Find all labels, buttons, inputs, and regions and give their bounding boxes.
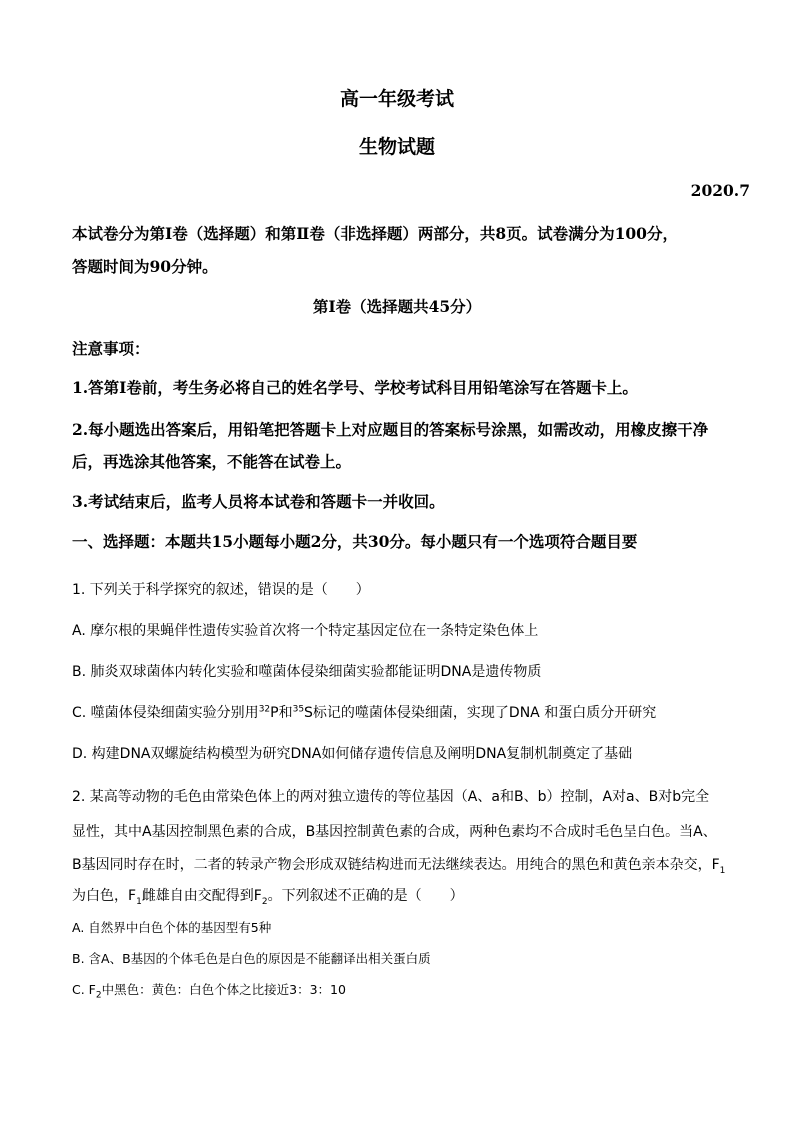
subject-title: 生物试题 <box>358 136 435 158</box>
notice-1: 1.答第Ⅰ卷前，考生务必将自己的姓名学号、学校考试科目用铅笔涂写在答题卡上。 <box>72 378 638 397</box>
question-2-option-a: A. 自然界中白色个体的基因型有5种 <box>72 920 272 935</box>
question-2-line-2: 显性，其中A基因控制黑色素的合成，B基因控制黄色素的合成，两种色素均不合成时毛色呈白色。当A、 <box>72 824 717 840</box>
question-2-line-3: B基因同时存在时，二者的转录产物会形成双链结构进而无法继续表达。用纯合的黑色和黄色亲本杂交，$F_1$ <box>72 857 726 876</box>
intro-line-2: 答题时间为90分钟。 <box>72 257 218 276</box>
question-1-option-a: A. 摩尔根的果蝇伴性遗传实验首次将一个特定基因定位在一条特定染色体上 <box>72 623 539 639</box>
notice-2-line-1: 2.每小题选出答案后，用铅笔把答题卡上对应题目的答案标号涂黑，如需改动，用橡皮擦干净 <box>72 420 709 439</box>
question-1-option-d: D. 构建DNA双螺旋结构模型为研究DNA如何储存遗传信息及阐明DNA复制机制奠定了基础 <box>72 746 633 762</box>
part-one-heading: 一、选择题：本题共15小题每小题2分，共30分。每小题只有一个选项符合题目要 <box>72 532 638 551</box>
section-heading: 第Ⅰ卷（选择题共45分） <box>312 297 482 316</box>
question-1-option-b: B. 肺炎双球菌体内转化实验和噬菌体侵染细菌实验都能证明DNA是遗传物质 <box>72 664 542 680</box>
question-1-option-c: C. 噬菌体侵染细菌实验分别用$^{32}$P和$^{35}$S标记的噬菌体侵染细菌，实现了DNA 和蛋白质分开研究 <box>72 704 657 721</box>
notice-title: 注意事项： <box>72 339 150 358</box>
notice-2-line-2: 后，再选涂其他答案，不能答在试卷上。 <box>72 452 352 471</box>
exam-date: 2020.7 <box>690 181 750 200</box>
question-1-stem: 1. 下列关于科学探究的叙述，错误的是（ ） <box>72 582 370 598</box>
question-2-line-1: 2. 某高等动物的毛色由常染色体上的两对独立遗传的等位基因（A、a和B、b）控制，A对a、B对b完全 <box>72 789 710 805</box>
notice-3: 3.考试结束后，监考人员将本试卷和答题卡一并收回。 <box>72 492 445 511</box>
exam-title: 高一年级考试 <box>339 88 454 110</box>
question-2-option-b: B. 含A、B基因的个体毛色是白色的原因是不能翻译出相关蛋白质 <box>72 951 431 966</box>
question-2-option-c: C. $F_2$中黑色：黄色：白色个体之比接近3：3：10 <box>72 982 346 1001</box>
question-2-line-4: 为白色，$F_1$雌雄自由交配得到$F_2$。下列叙述不正确的是（ ） <box>72 888 464 907</box>
intro-line-1: 本试卷分为第Ⅰ卷（选择题）和第Ⅱ卷（非选择题）两部分，共8页。试卷满分为100分， <box>72 224 678 243</box>
